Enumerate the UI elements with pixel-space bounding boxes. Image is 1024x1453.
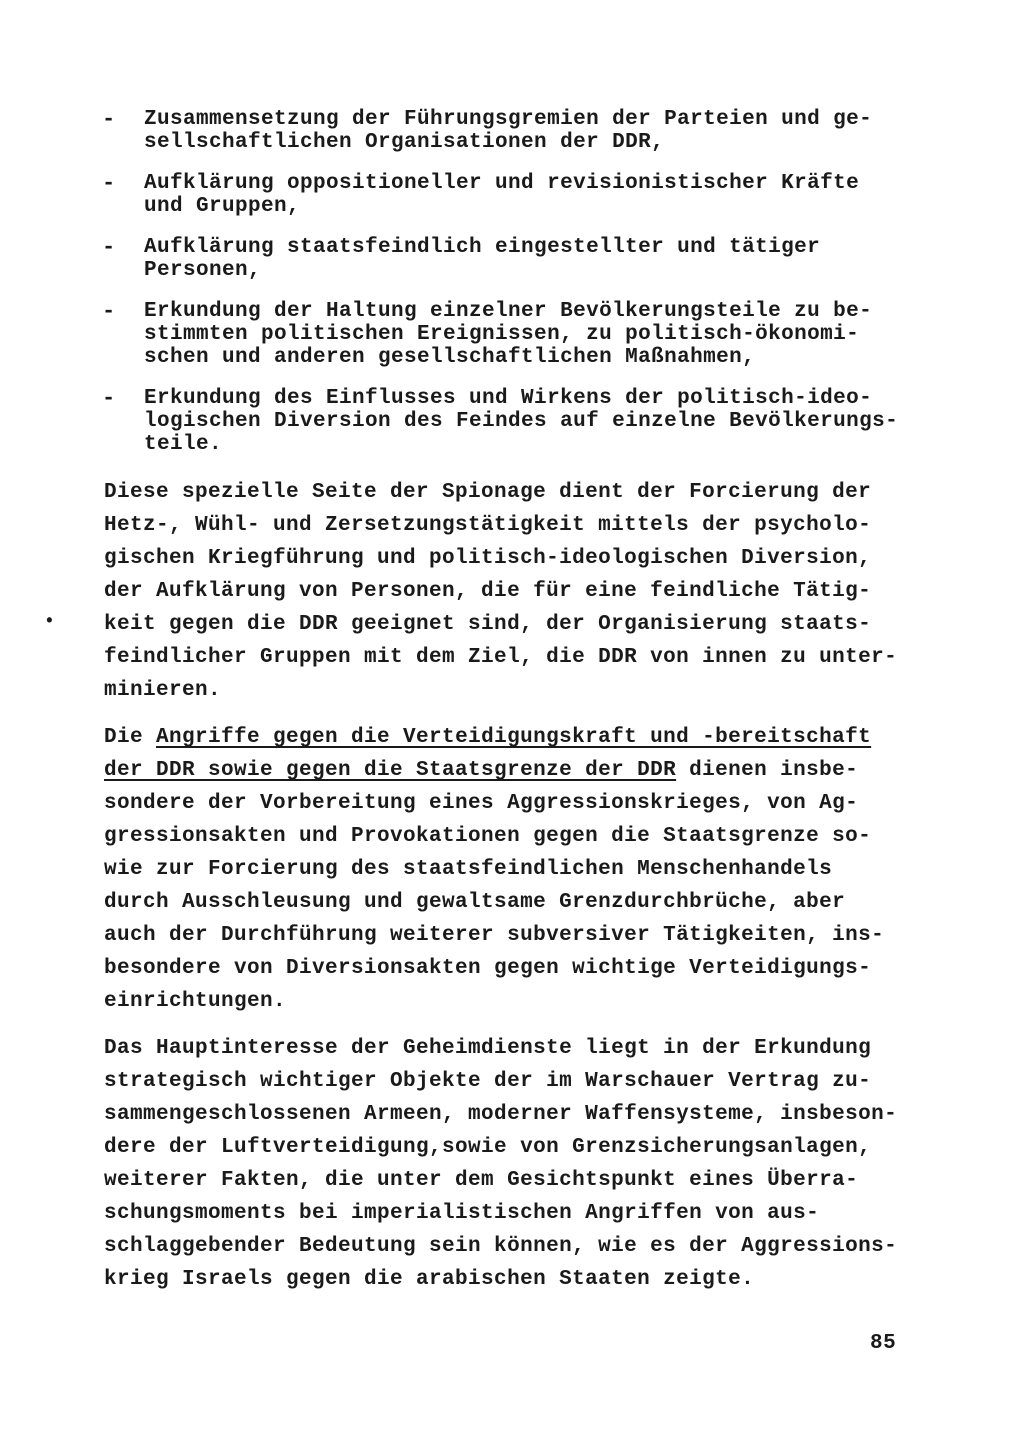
text-line: Das Hauptinteresse der Geheimdienste liegt in der Erkundung — [104, 1037, 872, 1060]
text-line: keit gegen die DDR geeignet sind, der Organisierung staats- — [104, 613, 872, 636]
text-line: sellschaftlichen Organisationen der DDR, — [144, 131, 665, 154]
text-line: minieren. — [104, 679, 222, 702]
text-line: sondere der Vorbereitung eines Aggressionskrieges, von Ag- — [104, 792, 859, 815]
text-line: stimmten politischen Ereignissen, zu politisch-ökonomi- — [144, 323, 860, 346]
bullet-dash: - — [102, 235, 116, 260]
list-item — [100, 108, 900, 154]
text-line: der Aufklärung von Personen, die für eine feindliche Tätig- — [104, 580, 872, 603]
underlined-phrase: der DDR sowie gegen die Staatsgrenze der DDR — [104, 759, 677, 782]
text-line: gressionsakten und Provokationen gegen die Staatsgrenze so- — [104, 825, 872, 848]
underlined-phrase: Angriffe gegen die Verteidigungskraft und -bereitschaft — [156, 726, 872, 749]
text-line: feindlicher Gruppen mit dem Ziel, die DDR von innen zu unter- — [104, 646, 898, 669]
text-line: sammengeschlossenen Armeen, moderner Waffensysteme, insbeson- — [104, 1103, 898, 1126]
page-number: 85 — [870, 1332, 897, 1355]
text-span: dienen insbe- — [676, 759, 859, 782]
text-line — [104, 754, 904, 787]
text-line: Diese spezielle Seite der Spionage dient der Forcierung der — [104, 481, 872, 504]
list-item — [100, 387, 900, 456]
bullet-dash: - — [102, 171, 116, 196]
bullet-dash: - — [102, 107, 116, 132]
paragraph — [104, 721, 904, 1018]
text-line: schlaggebender Bedeutung sein können, wie es der Aggressions- — [104, 1235, 898, 1258]
list-item — [100, 172, 900, 218]
bullet-list — [100, 108, 900, 474]
text-line: Aufklärung oppositioneller und revisionistischer Kräfte — [144, 172, 860, 195]
bullet-dash: - — [102, 299, 116, 324]
text-line: Erkundung des Einflusses und Wirkens der politisch-ideo- — [144, 387, 873, 410]
text-span: Die — [104, 726, 157, 749]
text-line: strategisch wichtiger Objekte der im Warschauer Vertrag zu- — [104, 1070, 872, 1093]
body-text — [104, 476, 904, 1310]
margin-mark: • — [44, 612, 55, 632]
paragraph — [104, 1032, 904, 1296]
text-line: gischen Kriegführung und politisch-ideologischen Diversion, — [104, 547, 872, 570]
text-line: dere der Luftverteidigung,sowie von Grenzsicherungsanlagen, — [104, 1136, 872, 1159]
text-line: schen und anderen gesellschaftlichen Maßnahmen, — [144, 346, 756, 369]
text-line: logischen Diversion des Feindes auf einzelne Bevölkerungs- — [144, 410, 899, 433]
bullet-dash: - — [102, 386, 116, 411]
paragraph — [104, 476, 904, 707]
text-line: besondere von Diversionsakten gegen wichtige Verteidigungs- — [104, 957, 872, 980]
text-line: Erkundung der Haltung einzelner Bevölkerungsteile zu be- — [144, 300, 873, 323]
text-line: Zusammensetzung der Führungsgremien der Parteien und ge- — [144, 108, 873, 131]
text-line: und Gruppen, — [144, 195, 301, 218]
text-line — [104, 721, 904, 754]
text-line: krieg Israels gegen die arabischen Staaten zeigte. — [104, 1268, 755, 1291]
text-line: Hetz-, Wühl- und Zersetzungstätigkeit mittels der psycholo- — [104, 514, 872, 537]
text-line: durch Ausschleusung und gewaltsame Grenzdurchbrüche, aber — [104, 891, 846, 914]
text-line: einrichtungen. — [104, 990, 287, 1013]
text-line: wie zur Forcierung des staatsfeindlichen Menschenhandels — [104, 858, 833, 881]
text-line: schungsmoments bei imperialistischen Angriffen von aus- — [104, 1202, 820, 1225]
text-line: teile. — [144, 433, 223, 456]
list-item — [100, 300, 900, 369]
text-line: auch der Durchführung weiterer subversiver Tätigkeiten, ins- — [104, 924, 885, 947]
list-item — [100, 236, 900, 282]
text-line: weiterer Fakten, die unter dem Gesichtspunkt eines Überra- — [104, 1169, 859, 1192]
text-line: Personen, — [144, 259, 262, 282]
text-line: Aufklärung staatsfeindlich eingestellter und tätiger — [144, 236, 821, 259]
